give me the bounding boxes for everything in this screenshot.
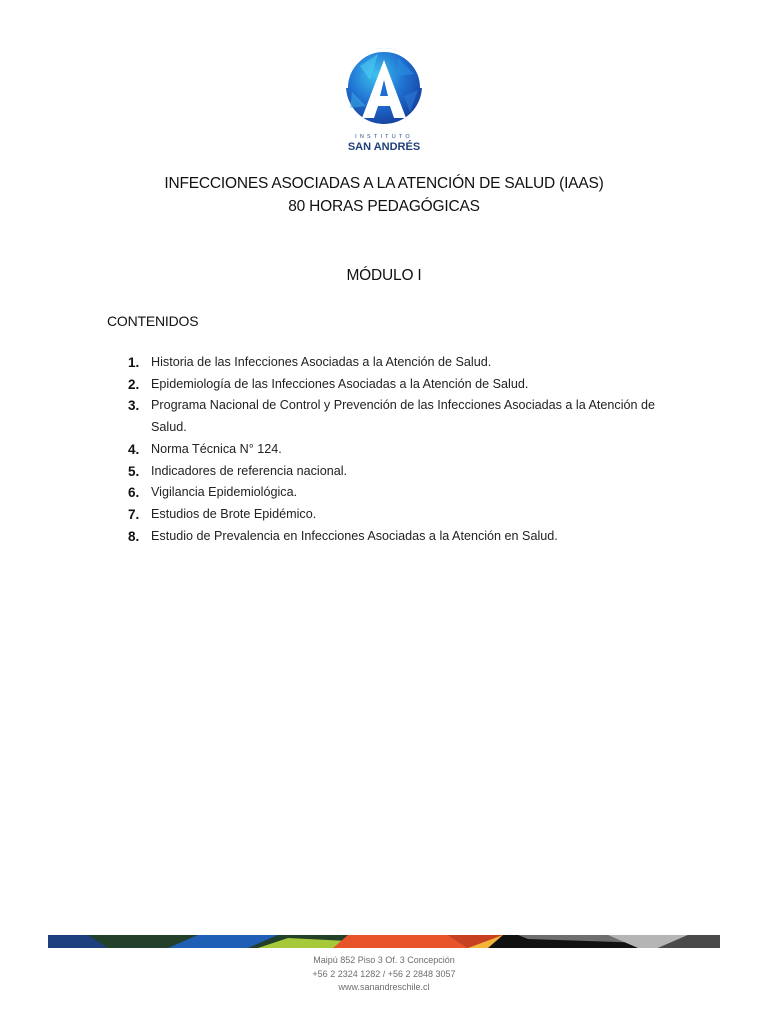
item-text: Estudio de Prevalencia en Infecciones Asociadas a la Atención en Salud. — [151, 528, 558, 543]
document-subtitle-hours: 80 HORAS PEDAGÓGICAS — [288, 198, 480, 215]
item-text: Historia de las Infecciones Asociadas a la Atención de Salud. — [151, 355, 492, 369]
footer-phones: +56 2 2324 1282 / +56 2 2848 3057 — [312, 968, 456, 979]
item-number: 5. — [128, 463, 140, 479]
item-text: Programa Nacional de Control y Prevención de las Infecciones Asociadas a la Atención de Salud. — [151, 398, 656, 435]
san-andres-logo-icon — [340, 46, 428, 154]
list-item — [118, 395, 678, 438]
item-text: Indicadores de referencia nacional. — [151, 463, 348, 478]
list-item — [118, 526, 678, 548]
item-text: Vigilancia Epidemiológica. — [151, 485, 298, 500]
item-number: 8. — [128, 528, 140, 544]
module-heading: MÓDULO I — [346, 267, 422, 284]
item-text: Epidemiología de las Infecciones Asociadas a la Atención de Salud. — [151, 376, 529, 391]
item-number: 4. — [128, 441, 140, 457]
contents-heading: CONTENIDOS — [107, 313, 199, 329]
svg-text:INSTITUTO: INSTITUTO — [355, 134, 413, 140]
list-item — [118, 439, 678, 461]
list-item — [118, 461, 678, 483]
institute-logo — [340, 46, 428, 154]
footer-website: www.sanandreschile.cl — [338, 982, 430, 992]
svg-text:SAN ANDRÉS: SAN ANDRÉS — [347, 141, 421, 153]
item-number: 1. — [128, 355, 140, 370]
item-text: Norma Técnica N° 124. — [151, 441, 282, 456]
item-text: Estudios de Brote Epidémico. — [151, 506, 317, 521]
item-number: 3. — [128, 398, 140, 414]
footer-color-bar — [48, 935, 720, 948]
contents-list — [118, 352, 678, 547]
list-item — [118, 482, 678, 504]
list-item — [118, 374, 678, 396]
footer-address: Maipú 852 Piso 3 Of. 3 Concepción — [313, 955, 455, 965]
list-item — [118, 352, 678, 374]
item-number: 6. — [128, 485, 140, 501]
list-item — [118, 504, 678, 526]
item-number: 7. — [128, 506, 140, 522]
footer-contact — [0, 954, 768, 995]
item-number: 2. — [128, 376, 140, 392]
document-title: INFECCIONES ASOCIADAS A LA ATENCIÓN DE SALUD (IAAS) — [164, 175, 604, 192]
